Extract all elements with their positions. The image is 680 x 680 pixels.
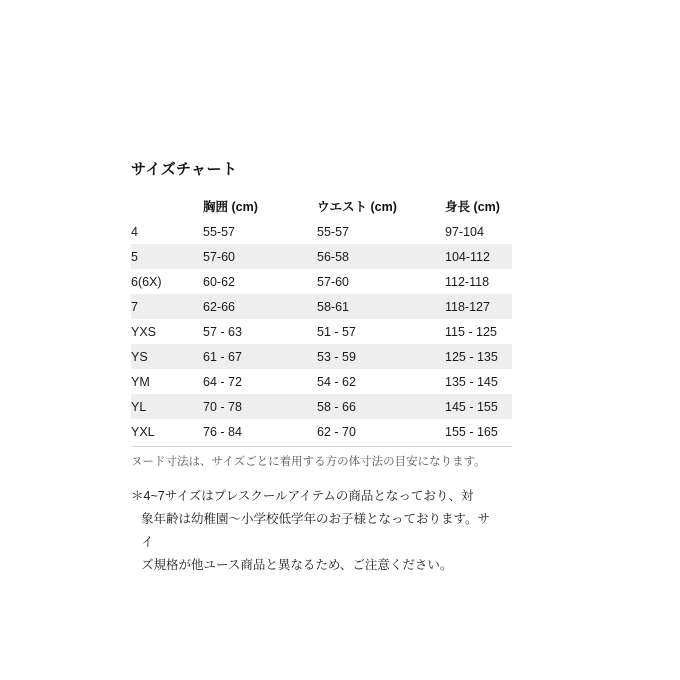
cell-waist: 58-61 — [317, 294, 445, 319]
cell-height: 125 - 135 — [445, 344, 512, 369]
cell-size: YXS — [131, 324, 157, 339]
cell-height: 104-112 — [445, 244, 512, 269]
cell-waist: 56-58 — [317, 244, 445, 269]
cell-chest: 57-60 — [203, 244, 317, 269]
warning-line-3: ズ規格が他ユース商品と異なるため、ご注意ください。 — [141, 558, 453, 573]
cell-waist: 57-60 — [317, 274, 349, 289]
table-row — [131, 294, 512, 319]
cell-waist: 55-57 — [317, 224, 349, 239]
cell-waist: 51 - 57 — [317, 324, 356, 339]
cell-chest: 55-57 — [203, 224, 235, 239]
column-header-chest: 胸囲 (cm) — [203, 200, 258, 214]
warning-line-2: 象年齢は幼稚園〜小学校低学年のお子様となっております。サイ — [141, 512, 491, 550]
cell-size: YM — [131, 374, 150, 389]
table-row — [131, 219, 512, 244]
cell-size: 6(6X) — [131, 274, 162, 289]
cell-size: 5 — [131, 244, 203, 269]
cell-waist: 62 - 70 — [317, 424, 356, 439]
cell-size: 7 — [131, 294, 203, 319]
warning-note — [131, 485, 499, 578]
cell-height: 135 - 145 — [445, 374, 498, 389]
warning-line-1: ＊4~7サイズはプレスクールアイテムの商品となっており、対 — [131, 489, 474, 504]
page-title: サイズチャート — [131, 161, 238, 178]
cell-height: 112-118 — [445, 274, 490, 289]
cell-chest: 64 - 72 — [203, 374, 242, 389]
footnote-measurement: ヌード寸法は、サイズごとに着用する方の体寸法の目安になります。 — [131, 446, 512, 470]
table-header-row — [131, 193, 512, 219]
table-row — [131, 244, 512, 269]
cell-height: 115 - 125 — [445, 324, 497, 339]
cell-height: 118-127 — [445, 294, 512, 319]
table-row — [131, 419, 512, 444]
cell-height: 155 - 165 — [445, 424, 498, 439]
cell-size: YXL — [131, 424, 155, 439]
cell-height: 97-104 — [445, 224, 484, 239]
table-row — [131, 394, 512, 419]
column-header-waist: ウエスト (cm) — [317, 200, 397, 214]
cell-waist: 54 - 62 — [317, 374, 356, 389]
table-row — [131, 319, 512, 344]
cell-height: 145 - 155 — [445, 394, 512, 419]
cell-chest: 62-66 — [203, 294, 317, 319]
cell-chest: 76 - 84 — [203, 424, 242, 439]
cell-waist: 58 - 66 — [317, 394, 445, 419]
column-header-size — [131, 193, 203, 219]
table-row — [131, 269, 512, 294]
table-header — [131, 193, 512, 219]
cell-chest: 61 - 67 — [203, 344, 317, 369]
cell-waist: 53 - 59 — [317, 344, 445, 369]
cell-size: 4 — [131, 224, 138, 239]
table-row — [131, 369, 512, 394]
cell-chest: 70 - 78 — [203, 394, 317, 419]
column-header-height: 身長 (cm) — [445, 200, 500, 214]
cell-chest: 60-62 — [203, 274, 235, 289]
table-row — [131, 344, 512, 369]
size-chart-container — [131, 158, 551, 578]
cell-size: YS — [131, 344, 203, 369]
size-chart-table — [131, 193, 512, 444]
cell-size: YL — [131, 394, 203, 419]
cell-chest: 57 - 63 — [203, 324, 242, 339]
table-body — [131, 219, 512, 444]
